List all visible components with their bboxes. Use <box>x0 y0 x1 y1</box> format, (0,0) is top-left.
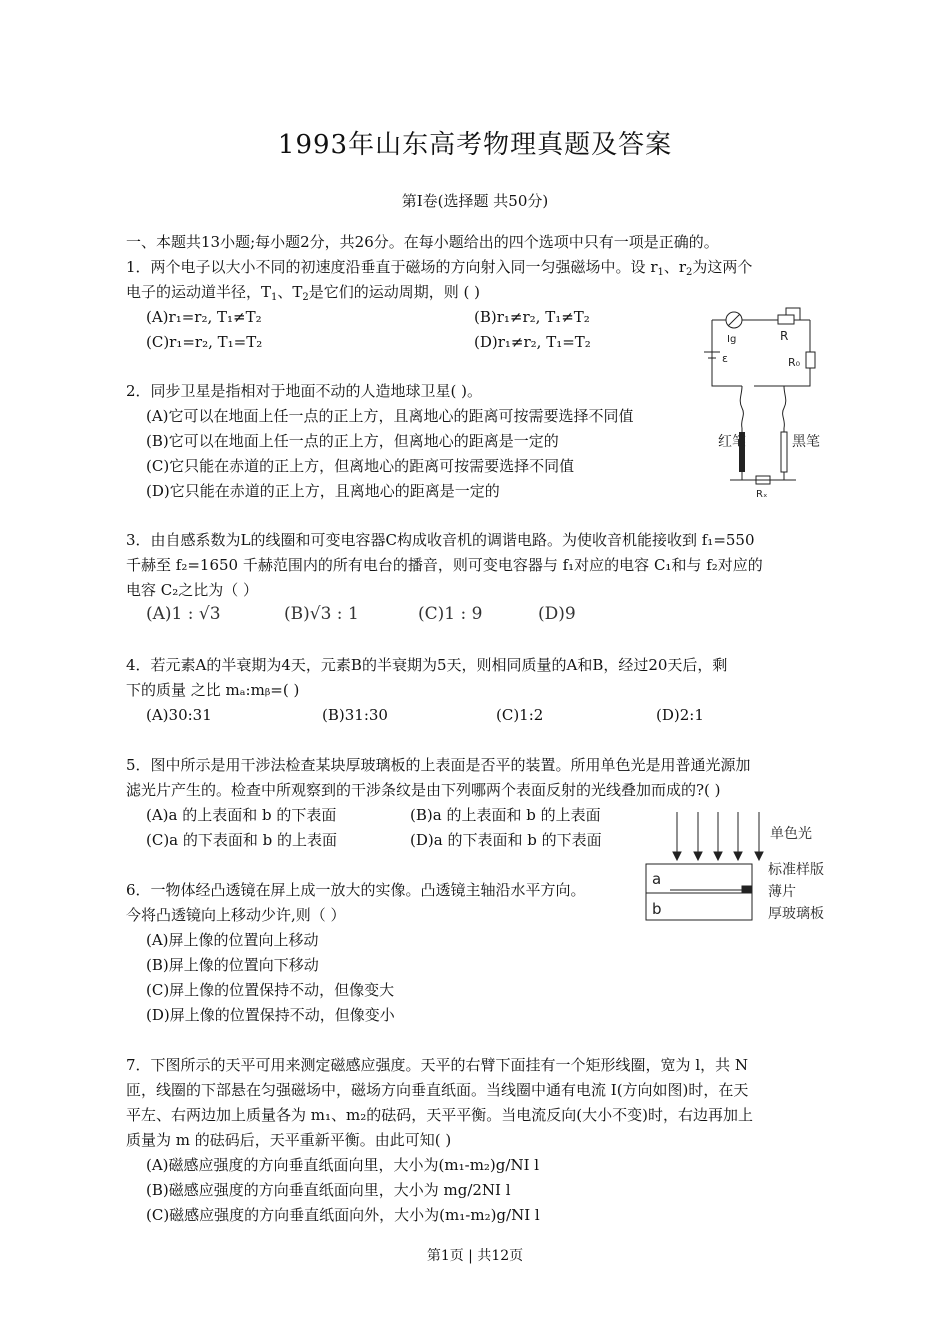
q5-option-d: (D)a 的下表面和 b 的下表面 <box>410 831 602 849</box>
standard-plate-label: 标准样版 <box>768 862 824 878</box>
q1-option-a: (A)r₁=r₂, T₁≠T₂ <box>146 308 262 326</box>
black-probe-label: 黑笔 <box>792 434 820 450</box>
q4-option-a: (A)30:31 <box>146 706 212 724</box>
q6-stem-line2: 今将凸透镜向上移动少许,则（ ） <box>126 906 346 924</box>
q3-stem-line1: 3．由自感系数为L的线圈和可变电容器C构成收音机的调谐电路。为使收音机能接收到 f₁=550 <box>126 531 755 549</box>
glass-plate-label: 厚玻璃板 <box>768 906 824 922</box>
black-probe-shape <box>781 432 787 472</box>
q7-stem-line1: 7．下图所示的天平可用来测定磁感应强度。天平的右臂下面挂有一个矩形线圈，宽为 l，共 N <box>126 1056 749 1074</box>
resistor-rx-label: Rₓ <box>756 489 768 500</box>
q6-option-b: (B)屏上像的位置向下移动 <box>146 956 319 974</box>
q6-stem-line1: 6．一物体经凸透镜在屏上成一放大的实像。凸透镜主轴沿水平方向。 <box>126 881 586 899</box>
ohmmeter-circuit-figure <box>700 300 825 500</box>
q2-option-d: (D)它只能在赤道的正上方，且离地心的距离是一定的 <box>146 482 500 500</box>
galvanometer-label: Ig <box>727 334 737 345</box>
q6-option-a: (A)屏上像的位置向上移动 <box>146 931 319 949</box>
q5-stem-line1: 5．图中所示是用干涉法检查某块厚玻璃板的上表面是否平的装置。所用单色光是用普通光源加 <box>126 756 751 774</box>
resistor-r-label: R <box>780 329 789 343</box>
emf-label: ε <box>722 352 728 365</box>
q7-option-c: (C)磁感应强度的方向垂直纸面向外，大小为(m₁-m₂)g/NI l <box>146 1206 540 1224</box>
plate-a-label: a <box>652 870 662 888</box>
q3-stem-line3: 电容 C₂之比为（ ） <box>126 581 259 599</box>
q3-option-c: (C)1 : 9 <box>418 604 483 624</box>
q2-option-b: (B)它可以在地面上任一点的正上方，但离地心的距离是一定的 <box>146 432 559 450</box>
q5-option-b: (B)a 的上表面和 b 的上表面 <box>410 806 601 824</box>
q4-option-d: (D)2:1 <box>656 706 704 724</box>
q1-option-b: (B)r₁≠r₂, T₁≠T₂ <box>474 308 590 326</box>
q7-stem-line2: 匝，线圈的下部悬在匀强磁场中，磁场方向垂直纸面。当线圈中通有电流 I(方向如图)时，在天 <box>126 1081 749 1099</box>
q5-option-c: (C)a 的下表面和 b 的上表面 <box>146 831 338 849</box>
section-subtitle: 第Ⅰ卷(选择题 共50分) <box>401 192 549 210</box>
q1-option-c: (C)r₁=r₂, T₁=T₂ <box>146 333 263 351</box>
q7-stem-line3: 平左、右两边加上质量各为 m₁、m₂的砝码，天平平衡。当电流反向(大小不变)时，右边再加上 <box>126 1106 753 1124</box>
q3-option-b: (B)√3 : 1 <box>284 604 359 624</box>
monochromatic-light-label: 单色光 <box>770 826 812 842</box>
q1-option-d: (D)r₁≠r₂, T₁=T₂ <box>474 333 591 351</box>
q7-stem-line4: 质量为 m 的砝码后，天平重新平衡。由此可知( ) <box>126 1131 452 1149</box>
q1-stem-line1: 1．两个电子以大小不同的初速度沿垂直于磁场的方向射入同一匀强磁场中。设 $r_1$、$r_2$为这两个 <box>126 258 753 278</box>
resistor-r0-label: R₀ <box>788 356 801 369</box>
red-probe-label: 红笔 <box>718 434 746 450</box>
page-title: 1993年山东高考物理真题及答案 <box>277 130 673 160</box>
page-footer: 第1页 | 共12页 <box>426 1248 524 1264</box>
q5-stem-line2: 滤光片产生的。检查中所观察到的干涉条纹是由下列哪两个表面反射的光线叠加而成的?( ) <box>126 781 721 799</box>
q1-stem-line2: 电子的运动道半径，$T_1$、$T_2$是它们的运动周期，则 ( ) <box>126 283 481 303</box>
plate-b-label: b <box>652 900 662 918</box>
interference-figure <box>640 808 840 928</box>
q3-option-d: (D)9 <box>538 604 576 624</box>
q3-option-a: (A)1 : √3 <box>146 604 221 624</box>
q4-stem-line2: 下的质量 之比 mₐ:mᵦ=( ) <box>126 681 300 699</box>
q6-option-d: (D)屏上像的位置保持不动，但像变小 <box>146 1006 395 1024</box>
thin-sheet-label: 薄片 <box>768 884 796 900</box>
q4-stem-line1: 4．若元素A的半衰期为4天，元素B的半衰期为5天，则相同质量的A和B，经过20天后，剩 <box>126 656 728 674</box>
q2-option-c: (C)它只能在赤道的正上方，但离地心的距离可按需要选择不同值 <box>146 457 575 475</box>
q6-option-c: (C)屏上像的位置保持不动，但像变大 <box>146 981 395 999</box>
section-intro: 一、本题共13小题;每小题2分，共26分。在每小题给出的四个选项中只有一项是正确的。 <box>126 233 719 251</box>
q4-option-c: (C)1:2 <box>496 706 544 724</box>
q7-option-b: (B)磁感应强度的方向垂直纸面向里，大小为 mg/2NI l <box>146 1181 511 1199</box>
q4-option-b: (B)31:30 <box>322 706 388 724</box>
q3-stem-line2: 千赫至 f₂=1650 千赫范围内的所有电台的播音，则可变电容器与 f₁对应的电容 C₁和与 f₂对应的 <box>126 556 763 574</box>
q5-option-a: (A)a 的上表面和 b 的下表面 <box>146 806 337 824</box>
q2-option-a: (A)它可以在地面上任一点的正上方，且离地心的距离可按需要选择不同值 <box>146 407 634 425</box>
q2-stem: 2．同步卫星是指相对于地面不动的人造地球卫星( )。 <box>126 382 483 400</box>
q7-option-a: (A)磁感应强度的方向垂直纸面向里，大小为(m₁-m₂)g/NI l <box>146 1156 540 1174</box>
